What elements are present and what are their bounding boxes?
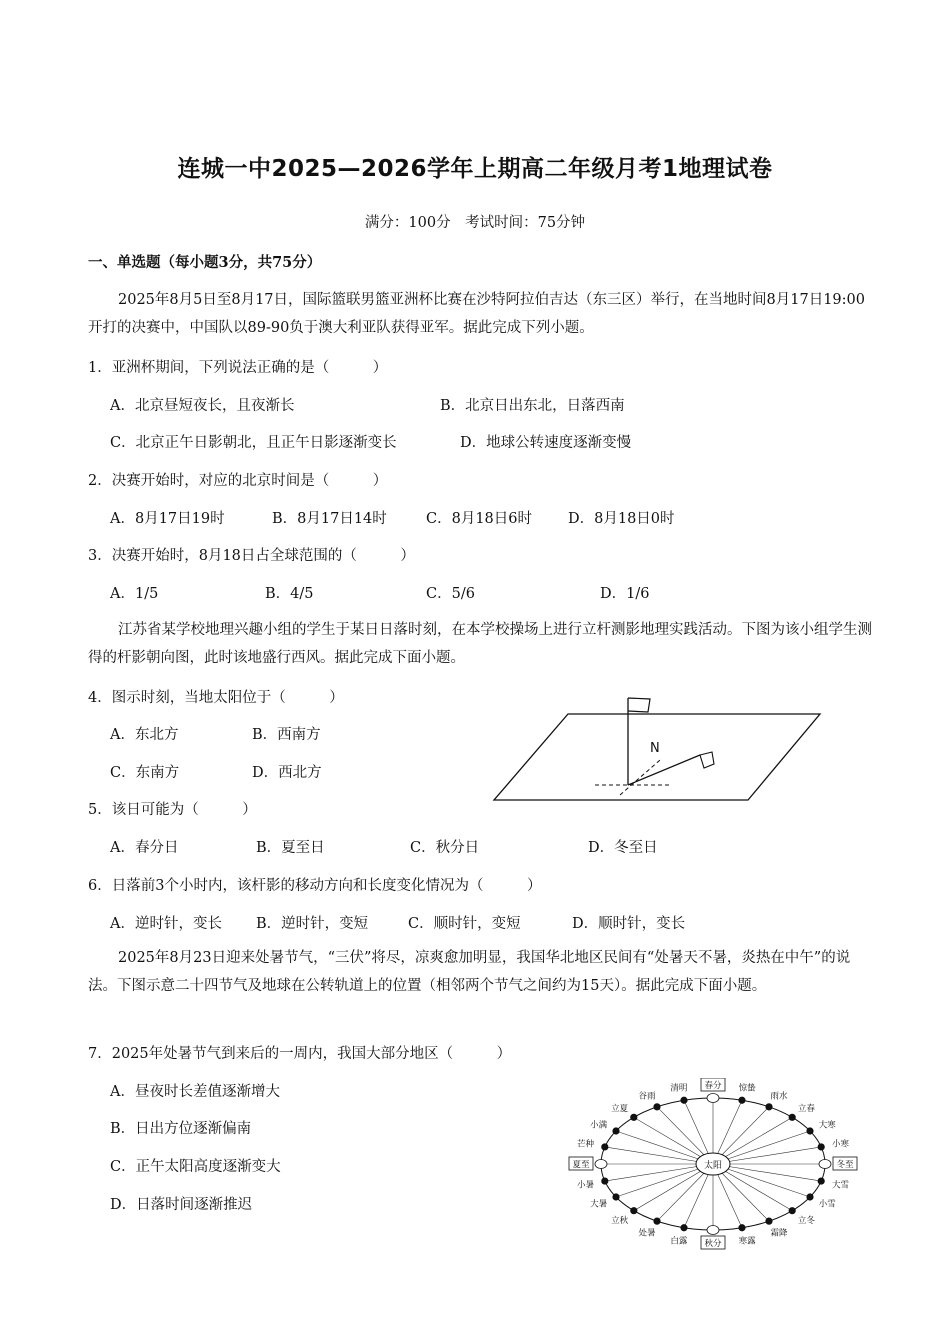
earth-xiaohan: [818, 1144, 824, 1150]
pole-shadow-figure: [490, 690, 830, 805]
earth-qingming: [681, 1097, 687, 1103]
q3-option-c: C．5/6: [426, 586, 475, 602]
shadow-flag: [700, 752, 714, 768]
earth-shuangjiang: [766, 1218, 772, 1224]
term-label-jingzhe: 惊蛰: [738, 1083, 756, 1094]
q5-option-c: C．秋分日: [410, 840, 480, 856]
earth-qiufen: [707, 1226, 719, 1235]
earth-chunfen: [707, 1094, 719, 1103]
earth-dashu: [613, 1194, 619, 1200]
term-label-xiaoshu: 小暑: [576, 1180, 595, 1191]
q2-option-a: A．8月17日19时: [110, 511, 225, 527]
term-label-xiaohan: 小寒: [831, 1139, 850, 1150]
section-heading: 一、单选题（每小题3分，共75分）: [88, 254, 322, 271]
page-title: 连城一中2025—2026学年上期高二年级月考1地理试卷: [177, 156, 773, 182]
q3-option-b: B．4/5: [265, 586, 314, 602]
term-label-liqiu: 立秋: [611, 1215, 629, 1226]
term-label-lichun: 立春: [797, 1104, 815, 1115]
earth-mangzhong: [602, 1144, 608, 1150]
earth-lixia: [631, 1114, 637, 1120]
term-label-lixia: 立夏: [611, 1104, 629, 1115]
term-label-xiazhi: 夏至: [572, 1160, 590, 1170]
q5-option-d: D．冬至日: [588, 840, 658, 856]
term-label-dashu: 大暑: [590, 1199, 608, 1210]
earth-xiaoshu: [602, 1178, 608, 1184]
earth-lichun: [789, 1114, 795, 1120]
question-6-stem: 6．日落前3个小时内，该杆影的移动方向和长度变化情况为（ ）: [88, 878, 542, 894]
term-label-shuangjiang: 霜降: [770, 1228, 788, 1239]
q2-option-b: B．8月17日14时: [272, 511, 387, 527]
q5-option-a: A．春分日: [110, 840, 179, 856]
earth-daxue: [818, 1178, 824, 1184]
earth-dongzhi: [819, 1160, 831, 1169]
q1-option-a: A．北京昼短夜长，且夜渐长: [110, 398, 295, 414]
q7-option-c: C．正午太阳高度逐渐变大: [110, 1159, 281, 1175]
earth-xiazhi: [595, 1160, 607, 1169]
q7-option-d: D．日落时间逐渐推迟: [110, 1197, 253, 1213]
term-label-chunfen: 春分: [704, 1081, 722, 1091]
question-3-stem: 3．决赛开始时，8月18日占全球范围的（ ）: [88, 548, 415, 564]
q6-option-b: B．逆时针，变短: [256, 916, 369, 932]
sun-label: 太阳: [703, 1161, 723, 1171]
term-label-dongzhi: 冬至: [836, 1160, 854, 1170]
q4-option-c: C．东南方: [110, 765, 180, 781]
term-label-chushu: 处暑: [638, 1228, 656, 1239]
term-label-mangzhong: 芒种: [576, 1139, 595, 1150]
solar-terms-figure: [565, 1078, 865, 1250]
pole-flag: [628, 698, 650, 712]
term-label-guyu: 谷雨: [638, 1091, 656, 1102]
q6-option-d: D．顺时针，变长: [572, 916, 686, 932]
q1-option-b: B．北京日出东北，日落西南: [440, 398, 625, 414]
ground-plane: [494, 714, 820, 800]
north-label: N: [650, 741, 660, 756]
term-label-xiaoxue: 小雪: [818, 1199, 836, 1210]
earth-xiaoxue: [807, 1194, 813, 1200]
earth-hanlu: [739, 1225, 745, 1231]
q3-option-a: A．1/5: [110, 586, 159, 602]
pole-shadow: [628, 755, 700, 785]
term-label-qingming: 清明: [670, 1083, 688, 1094]
material-3: 2025年8月23日迎来处暑节气，“三伏”将尽，凉爽愈加明显，我国华北地区民间有“处暑天不暑，炎热在中午”的说法。下图示意二十四节气及地球在公转轨道上的位置（相邻两个节气之间约为15天）。据此完成下面小题。: [88, 950, 851, 994]
q2-option-c: C．8月18日6时: [426, 511, 532, 527]
q1-option-c: C．北京正午日影朝北，且正午日影逐渐变长: [110, 435, 397, 451]
earth-lidong: [789, 1207, 795, 1213]
earth-guyu: [654, 1104, 660, 1110]
term-label-lidong: 立冬: [797, 1215, 815, 1226]
q7-option-a: A．昼夜时长差值逐渐增大: [110, 1084, 280, 1100]
term-label-yushui: 雨水: [770, 1091, 788, 1102]
question-4-stem: 4．图示时刻，当地太阳位于（ ）: [88, 690, 344, 706]
term-label-xiaoman: 小满: [590, 1120, 608, 1131]
earth-chushu: [654, 1218, 660, 1224]
question-2-stem: 2．决赛开始时，对应的北京时间是（ ）: [88, 473, 388, 489]
term-label-qiufen: 秋分: [704, 1239, 722, 1249]
question-7-stem: 7．2025年处暑节气到来后的一周内，我国大部分地区（ ）: [88, 1046, 512, 1062]
q4-option-a: A．东北方: [110, 727, 179, 743]
north-dashed-line: [620, 760, 660, 795]
question-1-stem: 1．亚洲杯期间，下列说法正确的是（ ）: [88, 360, 388, 376]
earth-jingzhe: [739, 1097, 745, 1103]
question-5-stem: 5．该日可能为（ ）: [88, 802, 257, 818]
q5-option-b: B．夏至日: [256, 840, 325, 856]
material-1: 2025年8月5日至8月17日，国际篮联男篮亚洲杯比赛在沙特阿拉伯吉达（东三区）举行，在当地时间8月17日19:00开打的决赛中，中国队以89-90负于澳大利亚队获得亚军。据此完成下列小题。: [88, 292, 865, 336]
term-label-hanlu: 寒露: [738, 1236, 756, 1247]
term-label-bailu: 白露: [670, 1236, 688, 1247]
q6-option-a: A．逆时针，变长: [110, 916, 222, 932]
earth-yushui: [766, 1104, 772, 1110]
q3-option-d: D．1/6: [600, 586, 650, 602]
earth-dahan: [807, 1128, 813, 1134]
q2-option-d: D．8月18日0时: [568, 511, 675, 527]
q6-option-c: C．顺时针，变短: [408, 916, 521, 932]
earth-xiaoman: [613, 1128, 619, 1134]
q1-option-d: D．地球公转速度逐渐变慢: [460, 435, 632, 451]
q7-option-b: B．日出方位逐渐偏南: [110, 1121, 252, 1137]
earth-bailu: [681, 1225, 687, 1231]
material-2: 江苏省某学校地理兴趣小组的学生于某日日落时刻，在本学校操场上进行立杆测影地理实践活动。下图为该小组学生测得的杆影朝向图，此时该地盛行西风。据此完成下面小题。: [88, 622, 872, 666]
earth-liqiu: [631, 1207, 637, 1213]
q4-option-d: D．西北方: [252, 765, 322, 781]
term-label-dahan: 大寒: [818, 1120, 836, 1131]
exam-info: 满分：100分 考试时间：75分钟: [364, 215, 586, 231]
q4-option-b: B．西南方: [252, 727, 321, 743]
term-label-daxue: 大雪: [831, 1180, 850, 1191]
